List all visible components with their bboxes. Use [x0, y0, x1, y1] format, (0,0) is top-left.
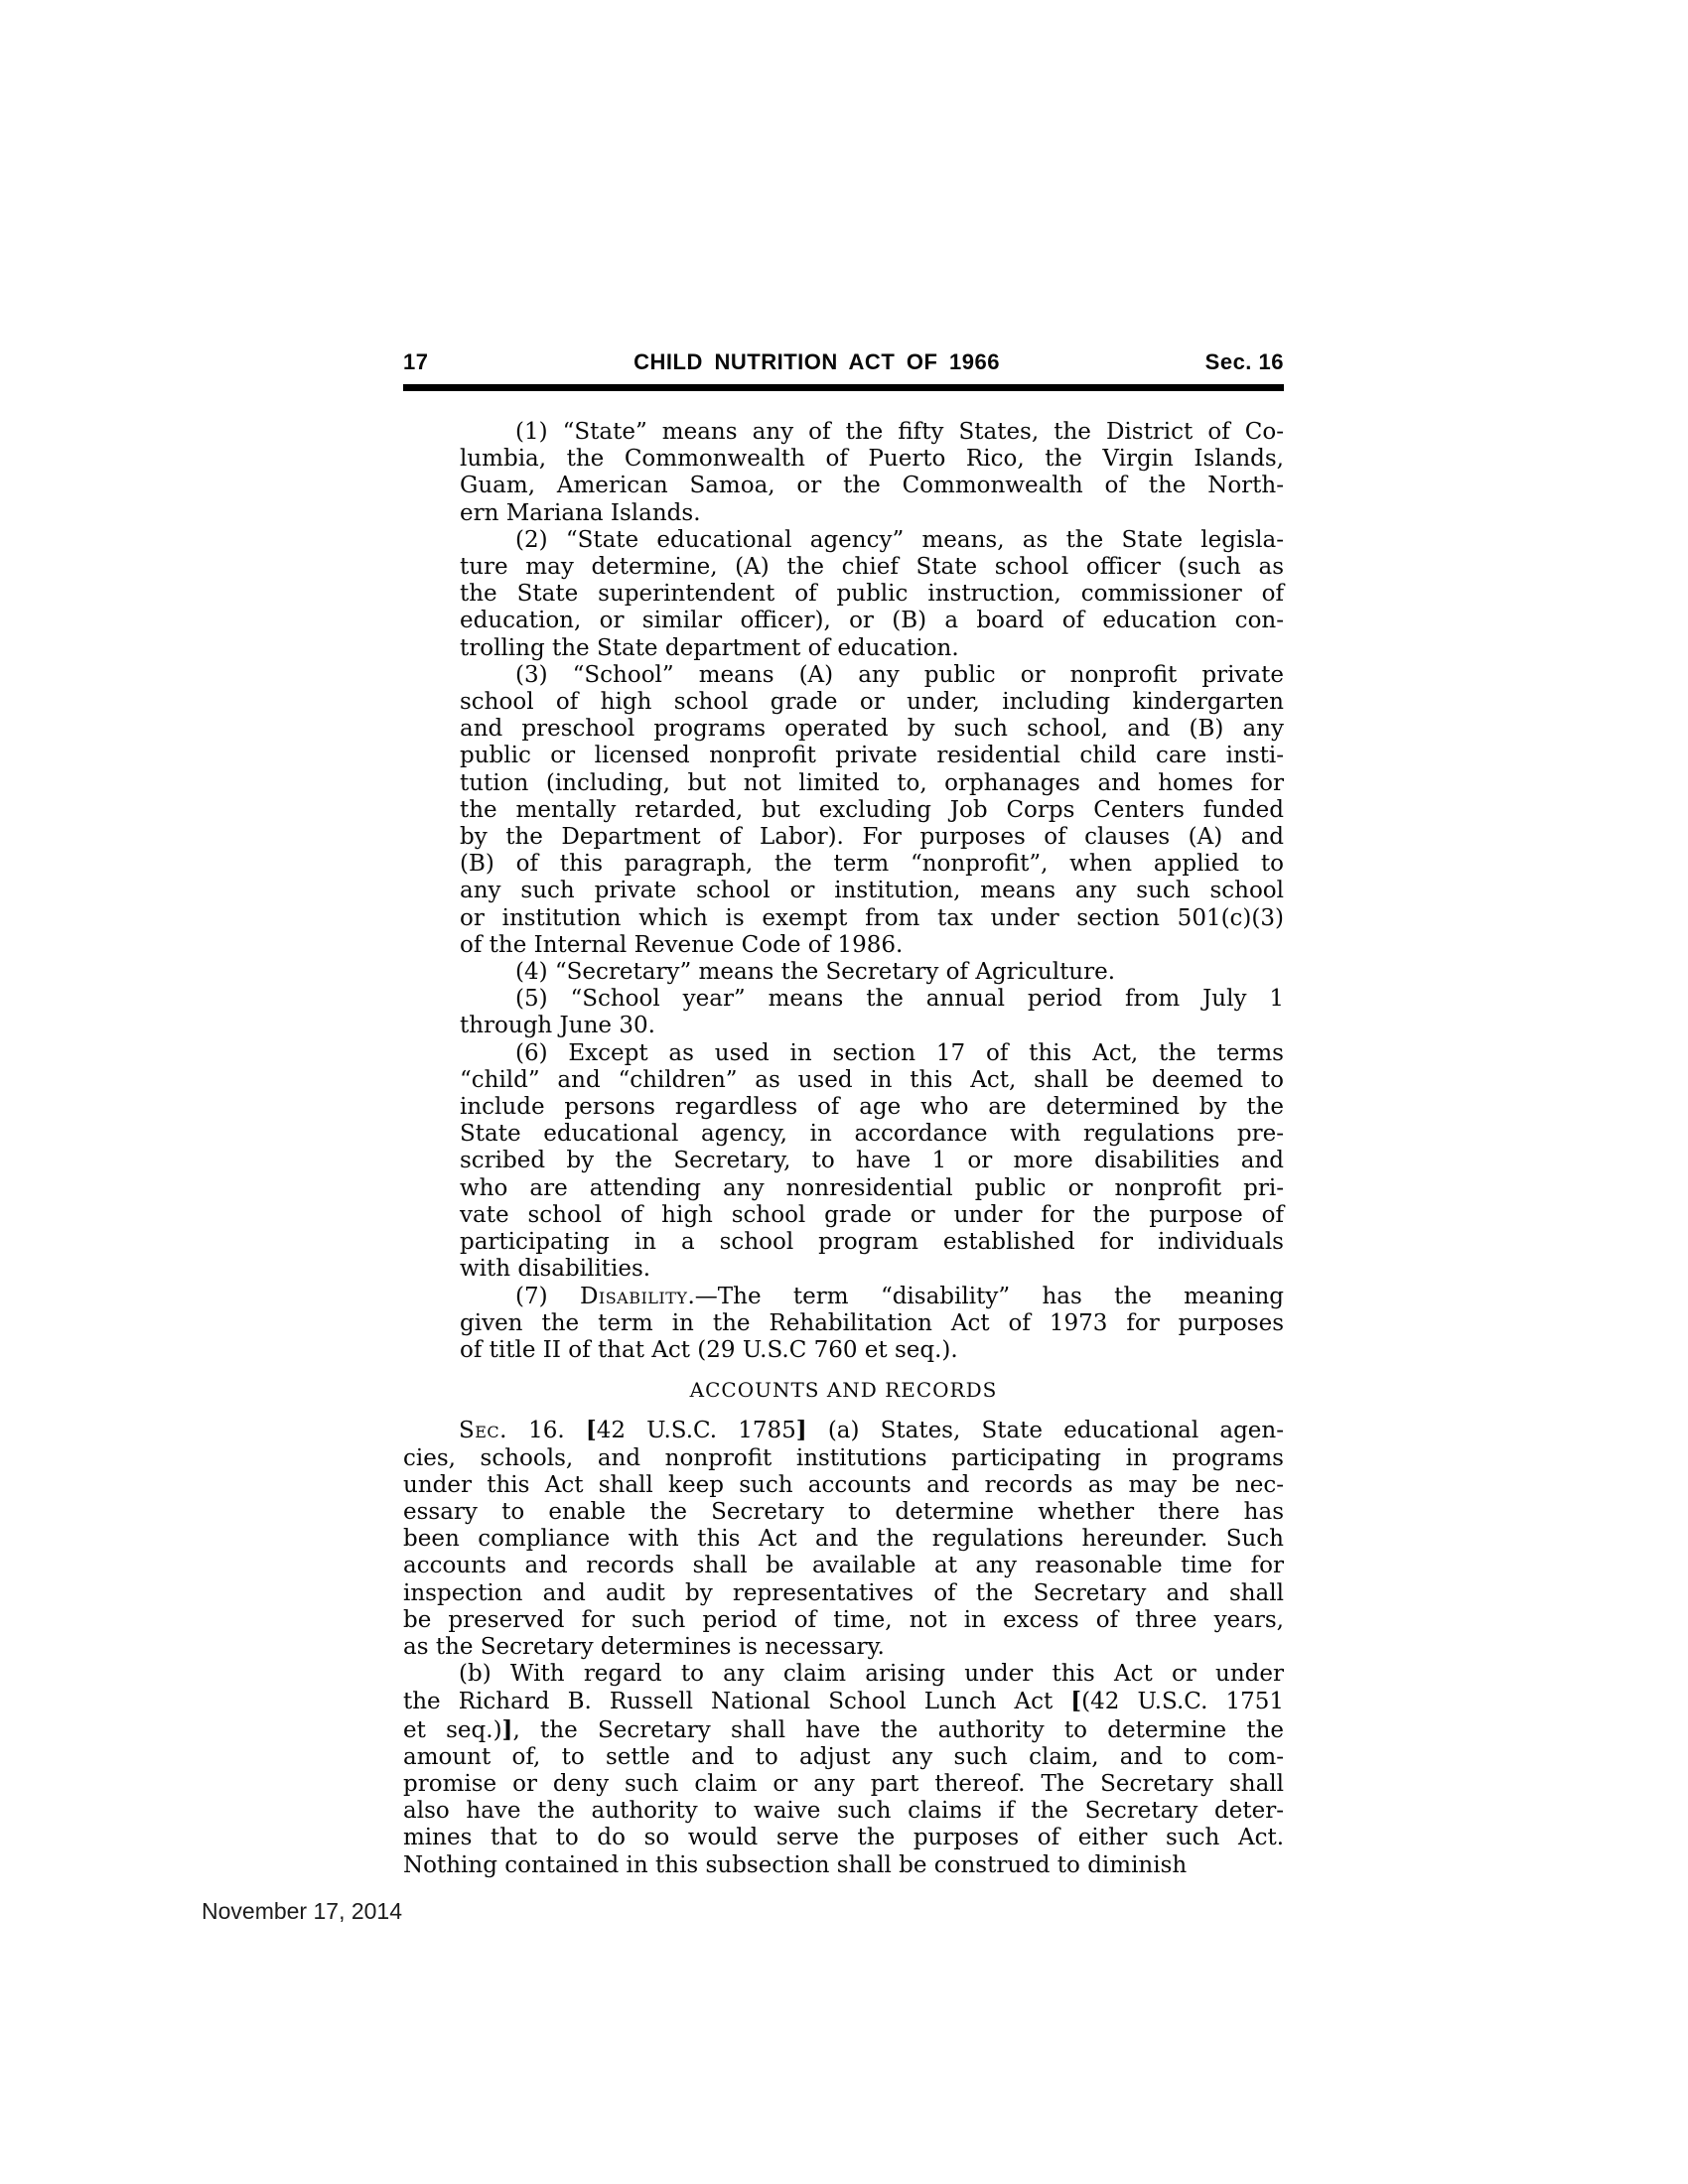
text-line — [403, 1688, 1284, 1715]
definition-paragraph-6 — [403, 1040, 1284, 1284]
definition-paragraph-5 — [403, 986, 1284, 1039]
text-line — [460, 959, 1284, 986]
text-segment: participating in a school program established for individuals — [460, 1229, 1284, 1256]
text-segment: 42 U.S.C. 1785 — [596, 1418, 796, 1444]
text-segment: (3) “School” means (A) any public or nonprofit private — [515, 661, 1284, 688]
text-segment: as the Secretary determines is necessary. — [403, 1633, 885, 1660]
header-rule — [403, 384, 1284, 391]
text-line — [460, 932, 1284, 959]
definition-paragraph-1 — [403, 419, 1284, 527]
text-line — [403, 1661, 1284, 1688]
text-segment: tution (including, but not limited to, orphanages and homes for — [460, 769, 1284, 796]
text-segment: scribed by the Secretary, to have 1 or more disabilities and — [460, 1148, 1284, 1174]
bold-bracket: ] — [501, 1715, 513, 1743]
text-line — [403, 1771, 1284, 1798]
text-line — [460, 1148, 1284, 1174]
text-segment: .—The term “disability” has the meaning — [687, 1283, 1285, 1309]
bold-bracket: [ — [1070, 1688, 1082, 1715]
text-segment: any such private school or institution, means any such school — [460, 878, 1284, 904]
text-line — [460, 500, 1284, 527]
accounts-and-records-heading: ACCOUNTS AND RECORDS — [689, 1378, 998, 1403]
section-reference: Sec. 16 — [1204, 349, 1284, 374]
text-line — [460, 1229, 1284, 1256]
text-segment: given the term in the Rehabilitation Act of 1973 for purposes — [460, 1309, 1284, 1336]
text-segment: also have the authority to waive such claims if the Secretary deter- — [403, 1798, 1284, 1825]
document-title: CHILD NUTRITION ACT OF 1966 — [633, 349, 1000, 374]
definition-paragraph-2 — [403, 527, 1284, 662]
text-segment: (5) “School year” means the annual period from July 1 — [515, 986, 1284, 1013]
text-line — [460, 1121, 1284, 1148]
text-line — [460, 1175, 1284, 1202]
text-segment: the Richard B. Russell National School Lunch Act — [403, 1689, 1071, 1715]
text-line — [403, 1580, 1284, 1607]
text-segment: et seq.) — [403, 1716, 502, 1743]
text-line — [403, 1607, 1284, 1634]
text-line — [403, 1634, 1284, 1661]
bold-bracket: ] — [795, 1417, 807, 1444]
text-segment: 16. — [507, 1418, 586, 1444]
bold-bracket: [ — [585, 1417, 597, 1444]
text-segment: ern Mariana Islands. — [460, 499, 701, 526]
text-segment: lumbia, the Commonwealth of Puerto Rico, the Virgin Islands, — [460, 446, 1284, 473]
text-line — [460, 1013, 1284, 1039]
text-segment: (b) With regard to any claim arising under this Act or under — [459, 1661, 1284, 1688]
text-line — [460, 1310, 1284, 1337]
text-line — [460, 797, 1284, 824]
page-number: 17 — [403, 349, 429, 374]
text-segment: public or licensed nonprofit private residential child care insti- — [460, 743, 1284, 769]
text-segment: mines that to do so would serve the purposes of either such Act. — [403, 1825, 1284, 1851]
text-line — [460, 1202, 1284, 1229]
text-segment: school of high school grade or under, including kindergarten — [460, 689, 1284, 716]
text-line — [403, 1417, 1284, 1444]
text-line — [460, 662, 1284, 689]
text-segment: and preschool programs operated by such school, and (B) any — [460, 716, 1284, 743]
text-segment: by the Department of Labor). For purposes of clauses (A) and — [460, 824, 1284, 851]
text-line — [460, 986, 1284, 1013]
text-segment: State educational agency, in accordance with regulations pre- — [460, 1121, 1284, 1148]
text-segment: (1) “State” means any of the fifty States, the District of Co- — [515, 419, 1284, 445]
text-line — [460, 608, 1284, 634]
definition-paragraph-4 — [403, 959, 1284, 986]
text-segment: who are attending any nonresidential public or nonprofit pri- — [460, 1174, 1284, 1201]
text-segment: Guam, American Samoa, or the Commonwealth of the North- — [460, 473, 1284, 499]
text-segment: Nothing contained in this subsection shall be construed to diminish — [403, 1851, 1188, 1878]
text-segment: of title II of that Act (29 U.S.C 760 et seq.). — [460, 1336, 958, 1363]
text-line — [460, 581, 1284, 608]
text-segment: (6) Except as used in section 17 of this Act, the terms — [515, 1039, 1284, 1066]
text-segment: be preserved for such period of time, not in excess of three years, — [403, 1606, 1284, 1633]
text-line — [460, 1040, 1284, 1067]
text-line — [403, 1472, 1284, 1499]
text-segment: (7) — [515, 1283, 580, 1309]
text-segment: amount of, to settle and to adjust any such claim, and to com- — [403, 1743, 1284, 1770]
definition-paragraph-3 — [403, 662, 1284, 959]
text-segment: cies, schools, and nonprofit institutions participating in programs — [403, 1444, 1284, 1471]
text-line — [460, 1337, 1284, 1364]
text-segment: through June 30. — [460, 1013, 655, 1039]
text-segment: include persons regardless of age who are determined by the — [460, 1094, 1284, 1121]
text-line — [460, 1256, 1284, 1283]
text-segment: trolling the State department of education. — [460, 634, 959, 661]
text-line — [460, 770, 1284, 797]
text-line — [460, 635, 1284, 662]
text-line — [460, 473, 1284, 499]
text-segment: (B) of this paragraph, the term “nonprofit”, when applied to — [460, 851, 1284, 878]
text-line — [403, 1553, 1284, 1579]
text-segment: “child” and “children” as used in this Act, shall be deemed to — [460, 1066, 1284, 1093]
text-line — [403, 1825, 1284, 1851]
text-line — [460, 851, 1284, 878]
text-segment: of the Internal Revenue Code of 1986. — [460, 931, 904, 958]
text-segment: (2) “State educational agency” means, as the State legisla- — [515, 526, 1284, 553]
text-line — [403, 1852, 1284, 1879]
text-line — [460, 689, 1284, 716]
text-line — [460, 1067, 1284, 1094]
text-line — [460, 554, 1284, 581]
text-line — [403, 1798, 1284, 1825]
text-line — [460, 446, 1284, 473]
text-line — [460, 527, 1284, 554]
text-segment: (42 U.S.C. 1751 — [1081, 1689, 1284, 1715]
text-segment: vate school of high school grade or under for the purpose of — [460, 1201, 1284, 1228]
definition-paragraph-7-disability — [403, 1284, 1284, 1365]
page-header — [403, 349, 1284, 375]
text-line — [403, 1526, 1284, 1553]
text-line — [460, 419, 1284, 446]
text-line — [460, 1284, 1284, 1310]
text-segment: promise or deny such claim or any part thereof. The Secretary shall — [403, 1770, 1284, 1797]
sec16-paragraph-a — [403, 1417, 1284, 1661]
sec16-paragraph-b — [403, 1661, 1284, 1879]
text-segment: under this Act shall keep such accounts and records as may be nec- — [403, 1471, 1284, 1498]
text-segment: accounts and records shall be available at any reasonable time for — [403, 1553, 1284, 1579]
body-text — [403, 419, 1284, 1879]
text-segment: (4) “Secretary” means the Secretary of Agriculture. — [515, 959, 1116, 986]
text-segment: , the Secretary shall have the authority to determine the — [512, 1716, 1284, 1743]
text-segment: education, or similar officer), or (B) a board of education con- — [460, 608, 1284, 634]
text-line — [403, 1499, 1284, 1526]
text-line — [460, 905, 1284, 932]
text-line — [460, 1094, 1284, 1121]
text-segment: the State superintendent of public instruction, commissioner of — [460, 581, 1284, 608]
small-caps-text: Disability — [579, 1283, 688, 1309]
text-segment: been compliance with this Act and the regulations hereunder. Such — [403, 1526, 1284, 1553]
text-line — [403, 1716, 1284, 1744]
text-segment: (a) States, State educational agen- — [806, 1418, 1284, 1444]
text-segment: or institution which is exempt from tax under section 501(c)(3) — [460, 904, 1284, 931]
text-line — [460, 743, 1284, 769]
text-line — [403, 1445, 1284, 1472]
text-line — [460, 716, 1284, 743]
text-segment: the mentally retarded, but excluding Job Corps Centers funded — [460, 796, 1284, 823]
text-line — [403, 1744, 1284, 1771]
small-caps-text: Sec. — [459, 1418, 507, 1444]
text-segment: ture may determine, (A) the chief State school officer (such as — [460, 554, 1284, 581]
text-line — [460, 878, 1284, 904]
text-column — [403, 349, 1284, 1879]
text-segment: with disabilities. — [460, 1256, 651, 1283]
text-segment: essary to enable the Secretary to determine whether there has — [403, 1498, 1284, 1525]
text-segment: inspection and audit by representatives of the Secretary and shall — [403, 1579, 1284, 1606]
text-line — [460, 824, 1284, 851]
revision-date: November 17, 2014 — [202, 1898, 403, 1924]
